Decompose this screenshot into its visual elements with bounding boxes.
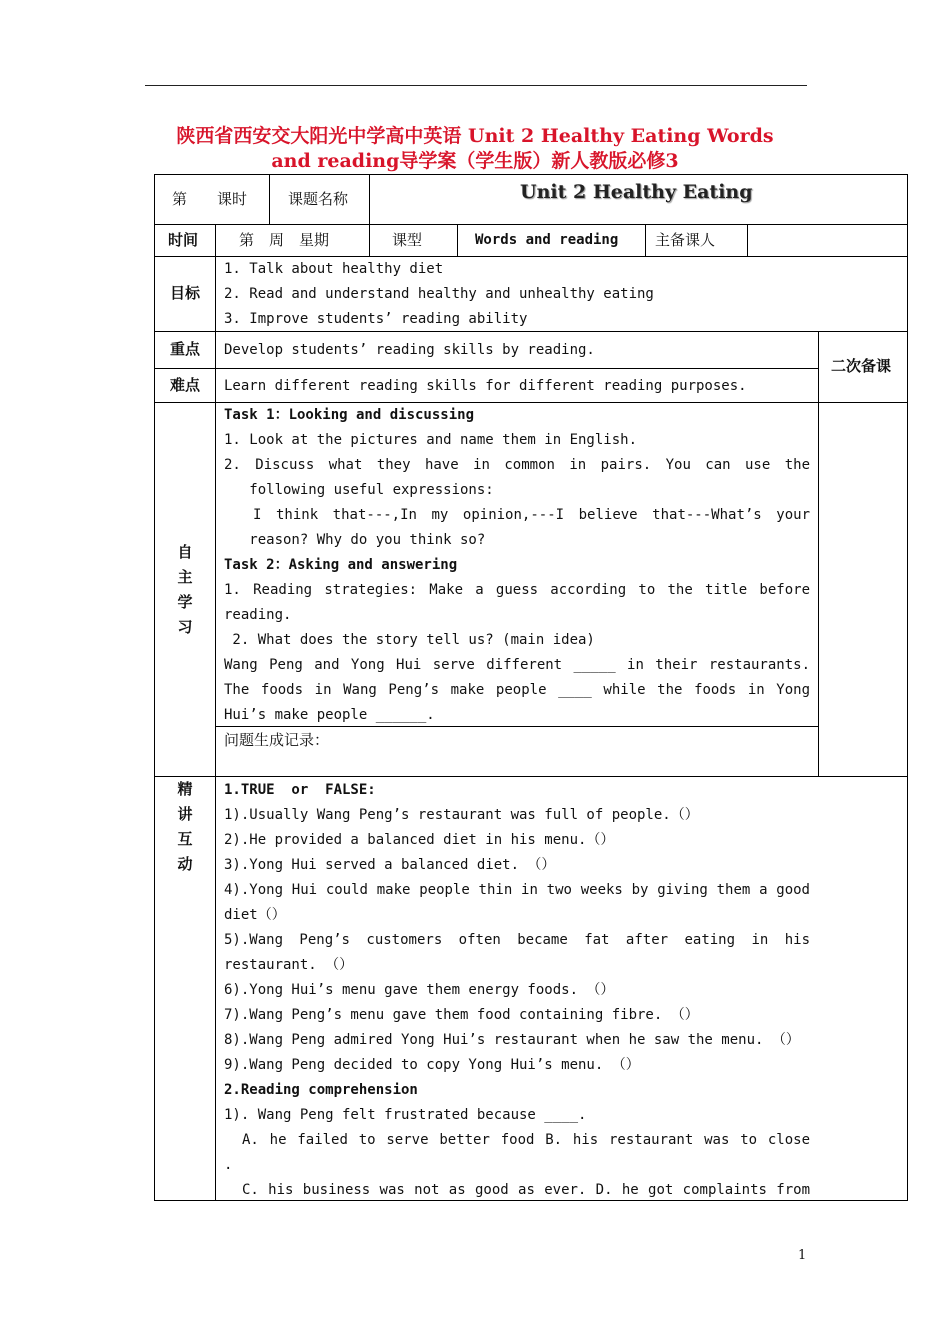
tf-item: 4).Yong Hui could make people thin in two weeks by giving them a good	[224, 882, 810, 898]
task2-item: Hui’s make people ______.	[224, 707, 435, 723]
table-border-top	[154, 174, 908, 175]
task1-item: following useful expressions:	[224, 482, 494, 498]
interaction-label-char: 讲	[177, 805, 193, 823]
rc-item: A. he failed to serve better food B. his restaurant was to close	[242, 1132, 810, 1148]
self-study-label-char: 习	[177, 618, 193, 636]
task2-item: Wang Peng and Yong Hui serve different _____ in their restaurants.	[224, 657, 810, 673]
tf-item: 3).Yong Hui served a balanced diet. （）	[224, 857, 556, 873]
document-title	[110, 124, 840, 174]
tf-item: 9).Wang Peng decided to copy Yong Hui’s menu. （）	[224, 1057, 640, 1073]
topic-label: 课题名称	[288, 190, 349, 208]
task2-item: The foods in Wang Peng’s make people ____ while the foods in Yong	[224, 682, 810, 698]
self-study-label-char: 自	[177, 543, 193, 561]
table-border	[269, 174, 270, 225]
lesson-label: 第 课时	[172, 190, 248, 208]
rc-item: 1). Wang Peng felt frustrated because ____.	[224, 1107, 587, 1123]
rc-item: C. his business was not as good as ever. D. he got complaints from	[242, 1182, 810, 1198]
type-value: Words and reading	[475, 232, 619, 248]
header-rule	[145, 85, 807, 86]
teacher-label: 主备课人	[655, 231, 716, 249]
rc-item: .	[224, 1157, 233, 1173]
goal-item: 3. Improve students’ reading ability	[224, 311, 528, 327]
tf-item: 6).Yong Hui’s menu gave them energy foods. （）	[224, 982, 615, 998]
task2-title: Task 2：Asking and answering	[224, 557, 458, 573]
table-border	[154, 776, 908, 777]
interaction-label-char: 互	[177, 830, 193, 848]
key-point-text: Develop students’ reading skills by reading.	[224, 342, 595, 358]
tf-item: 1).Usually Wang Peng’s restaurant was full of people.（）	[224, 807, 699, 823]
table-border-right	[907, 174, 908, 1201]
task2-item: 2. What does the story tell us? (main idea)	[224, 632, 595, 648]
task1-item: reason? Why do you think so?	[224, 532, 486, 548]
self-study-label-char: 主	[177, 568, 193, 586]
task2-item: 1. Reading strategies: Make a guess according to the title before	[224, 582, 810, 598]
goal-item: 2. Read and understand healthy and unhealthy eating	[224, 286, 654, 302]
page-number: 1	[798, 1248, 807, 1263]
tf-item: 5).Wang Peng’s customers often became fat after eating in his	[224, 932, 810, 948]
table-border	[154, 368, 818, 369]
goals-label: 目标	[170, 284, 201, 302]
task1-item: 1. Look at the pictures and name them in English.	[224, 432, 638, 448]
rc-title: 2.Reading comprehension	[224, 1082, 418, 1098]
table-border	[215, 256, 216, 1201]
second-prep-label: 二次备课	[831, 357, 892, 375]
type-label: 课型	[392, 231, 423, 249]
table-border	[369, 174, 370, 257]
goal-item: 1. Talk about healthy diet	[224, 261, 444, 277]
task2-item: reading.	[224, 607, 292, 623]
week-label: 第 周 星期	[239, 231, 330, 249]
table-border-left	[154, 174, 155, 1201]
time-label: 时间	[168, 231, 199, 249]
tf-item: 2).He provided a balanced diet in his menu.（）	[224, 832, 615, 848]
record-label: 问题生成记录：	[224, 731, 330, 749]
title-line-1: 陕西省西安交大阳光中学高中英语 Unit 2 Healthy Eating Words	[176, 125, 774, 147]
table-border	[154, 224, 908, 225]
task1-item: I think that---,In my opinion,---I believe that---What’s your	[253, 507, 810, 523]
difficulty-label: 难点	[170, 376, 201, 394]
difficulty-text: Learn different reading skills for different reading purposes.	[224, 378, 747, 394]
tf-item: restaurant. （）	[224, 957, 354, 973]
interaction-label-char: 动	[177, 855, 193, 873]
tf-item: 7).Wang Peng’s menu gave them food containing fibre. （）	[224, 1007, 699, 1023]
interaction-label-char: 精	[177, 780, 193, 798]
tf-item: 8).Wang Peng admired Yong Hui’s restaurant when he saw the menu. （）	[224, 1032, 800, 1048]
tf-item: diet（）	[224, 907, 286, 923]
key-point-label: 重点	[170, 340, 201, 358]
table-border	[645, 224, 646, 257]
task1-title: Task 1：Looking and discussing	[224, 407, 475, 423]
topic-value: Unit 2 Healthy Eating	[520, 181, 753, 203]
task1-item: 2. Discuss what they have in common in pairs. You can use the	[224, 457, 810, 473]
self-study-label-char: 学	[177, 593, 193, 611]
table-border	[747, 224, 748, 257]
table-border	[457, 224, 458, 257]
table-border	[818, 331, 819, 777]
title-line-2: and reading导学案（学生版）新人教版必修3	[271, 150, 679, 172]
tf-title: 1.TRUE or FALSE:	[224, 782, 376, 798]
table-border	[215, 224, 216, 257]
